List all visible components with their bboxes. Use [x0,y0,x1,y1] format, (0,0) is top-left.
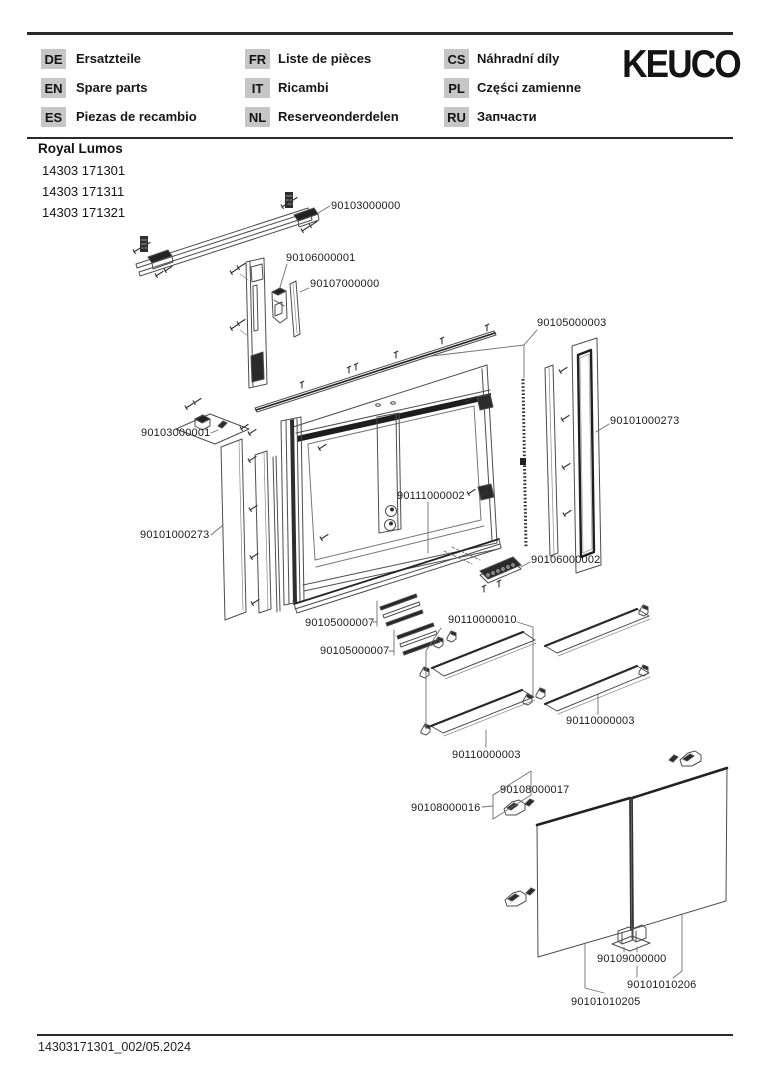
part-label: 90110000010 [448,614,517,626]
language-code-badge: RU [444,107,469,127]
part-lock-block [272,288,287,323]
part-led-strip-left [273,456,280,612]
doc-code: 14303171301_002/05.2024 [38,1040,191,1054]
language-code-badge: DE [41,49,66,69]
keuco-logo: KEUCO [622,43,740,86]
part-led-bars-a [380,594,423,626]
model-number: 14303 171321 [42,205,126,220]
cabinet-body [281,363,501,613]
language-label: Ricambi [278,80,329,95]
model-number: 14303 171311 [42,184,125,199]
language-label: Ersatzteile [76,51,142,66]
product-name: Royal Lumos [38,141,123,156]
part-top-profile [255,324,496,412]
language-label: Запчасти [477,109,537,124]
part-label: 90105000007 [320,645,390,657]
language-code-badge: NL [245,107,270,127]
part-mounting-rail [133,192,319,278]
part-side-panel-right [572,338,601,573]
part-label: 90101000273 [610,415,680,427]
part-label: 90111000002 [397,490,465,502]
footer-rule [37,1034,733,1036]
language-code-badge: PL [444,78,469,98]
part-label: 90101000273 [140,529,210,541]
part-label: 90106000002 [531,554,601,566]
part-hinge-strip [230,258,267,388]
part-label: 90101010206 [627,979,697,991]
part-label: 90109000000 [597,953,667,965]
language-code-badge: CS [444,49,469,69]
part-label: 90110000003 [452,749,521,761]
language-label: Spare parts [76,80,148,95]
part-label: 90103000001 [141,427,211,439]
part-bottom-rail [480,557,521,592]
part-label: 90105000003 [537,317,607,329]
part-label: 90108000016 [411,802,481,814]
language-code-badge: IT [245,78,270,98]
part-led-strip-right [520,379,526,548]
part-label: 90105000007 [305,617,375,629]
language-label: Piezas de recambio [76,109,197,124]
part-label: 90110000003 [566,715,635,727]
part-label: 90103000000 [331,200,401,212]
language-label: Liste de pièces [278,51,372,66]
model-number: 14303 171301 [42,163,126,178]
part-side-profile-left [248,451,271,613]
part-side-profile-right [545,365,571,556]
part-label: 90106000001 [286,252,356,264]
language-code-badge: ES [41,107,66,127]
part-side-panel-left [221,439,246,620]
language-label: Części zamienne [477,80,582,95]
part-label: 90108000017 [500,784,570,796]
language-label: Reserveonderdelen [278,109,399,124]
language-code-badge: FR [245,49,270,69]
language-label: Náhradní díly [477,51,560,66]
part-label: 90107000000 [310,278,380,290]
language-code-badge: EN [41,78,66,98]
part-label: 90101010205 [571,996,641,1008]
part-cover-strip [290,281,300,337]
